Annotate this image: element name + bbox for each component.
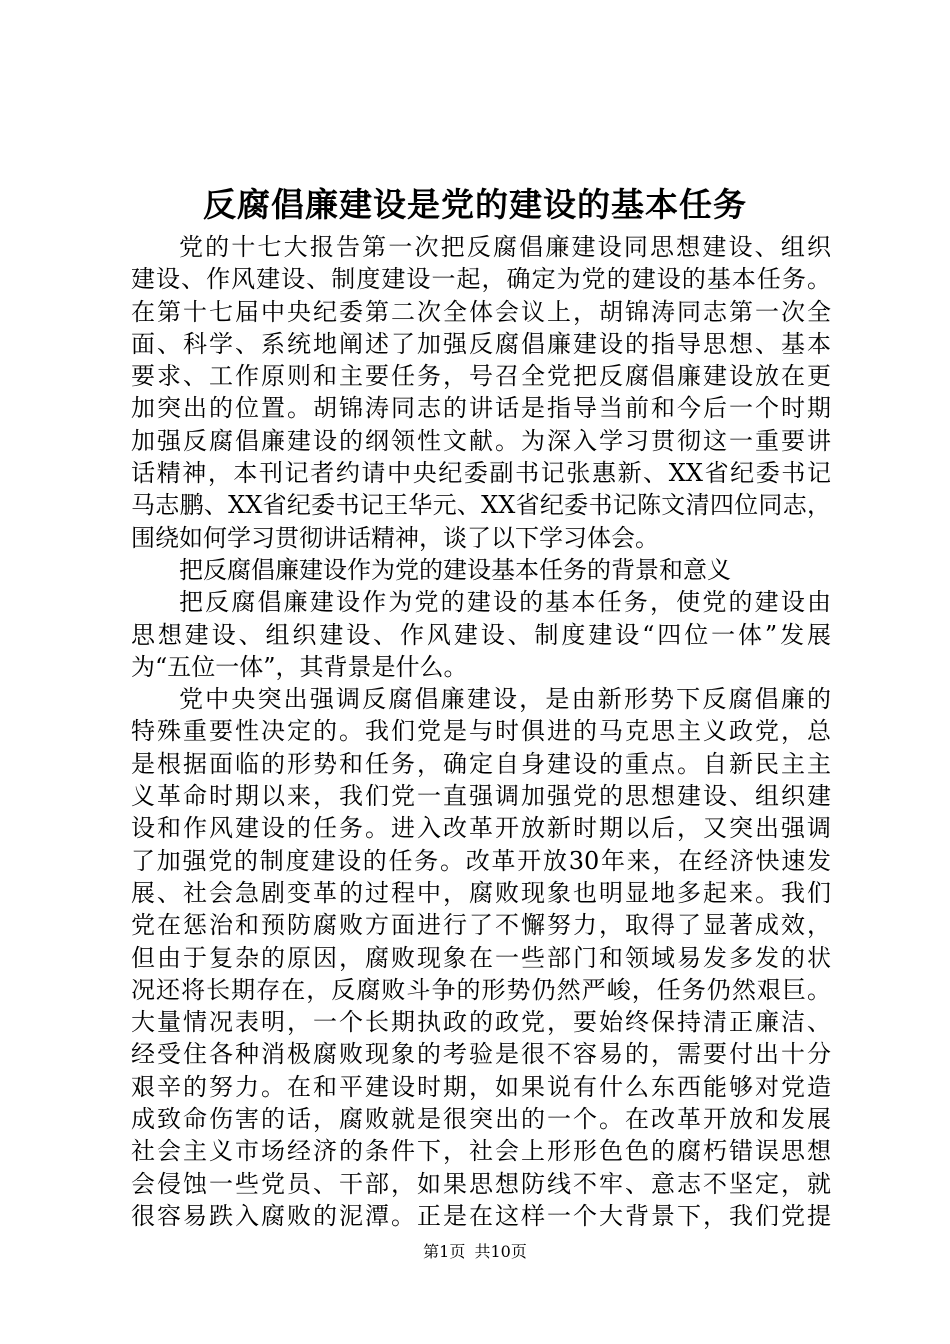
- section-heading: 把反腐倡廉建设作为党的建设基本任务的背景和意义: [179, 555, 731, 584]
- text-line: 加强反腐倡廉建设的纲领性文献。为深入学习贯彻这一重要讲: [131, 426, 831, 455]
- text-line: 况还将长期存在，反腐败斗争的形势仍然严峻，任务仍然艰巨。: [131, 975, 831, 1004]
- page-total: 共10页: [474, 1242, 527, 1261]
- text-line: 把反腐倡廉建设作为党的建设的基本任务，使党的建设由: [179, 588, 831, 617]
- text-line: 党中央突出强调反腐倡廉建设，是由新形势下反腐倡廉的: [179, 685, 831, 714]
- text-line: 设和作风建设的任务。进入改革开放新时期以后，又突出强调: [131, 814, 831, 843]
- text-line: 思想建设、组织建设、作风建设、制度建设“四位一体”发展: [131, 620, 831, 649]
- text-line: 加突出的位置。胡锦涛同志的讲话是指导当前和今后一个时期: [131, 394, 831, 423]
- text-line: 很容易跌入腐败的泥潭。正是在这样一个大背景下，我们党提: [131, 1201, 831, 1230]
- text-line: 马志鹏、XX省纪委书记王华元、XX省纪委书记陈文清四位同志，: [131, 491, 831, 520]
- text-line: 成致命伤害的话，腐败就是很突出的一个。在改革开放和发展: [131, 1105, 831, 1134]
- text-line: 展、社会急剧变革的过程中，腐败现象也明显地多起来。我们: [131, 878, 831, 907]
- text-line: 为“五位一体”，其背景是什么。: [131, 652, 468, 681]
- text-line: 特殊重要性决定的。我们党是与时俱进的马克思主义政党，总: [131, 717, 831, 746]
- text-line: 了加强党的制度建设的任务。改革开放30年来，在经济快速发: [131, 846, 831, 875]
- page-number: 第1页: [423, 1242, 466, 1261]
- text-line: 在第十七届中央纪委第二次全体会议上，胡锦涛同志第一次全: [131, 297, 831, 326]
- text-line: 大量情况表明，一个长期执政的政党，要始终保持清正廉洁、: [131, 1008, 831, 1037]
- text-line: 建设、作风建设、制度建设一起，确定为党的建设的基本任务。: [131, 265, 831, 294]
- text-line: 党在惩治和预防腐败方面进行了不懈努力，取得了显著成效，: [131, 911, 831, 940]
- text-line: 但由于复杂的原因，腐败现象在一些部门和领域易发多发的状: [131, 943, 831, 972]
- text-line: 话精神，本刊记者约请中央纪委副书记张惠新、XX省纪委书记: [131, 459, 831, 488]
- text-line: 党的十七大报告第一次把反腐倡廉建设同思想建设、组织: [179, 233, 831, 261]
- document-title: 反腐倡廉建设是党的建设的基本任务: [203, 185, 747, 224]
- text-line: 围绕如何学习贯彻讲话精神，谈了以下学习体会。: [131, 523, 659, 552]
- text-line: 要求、工作原则和主要任务，号召全党把反腐倡廉建设放在更: [131, 362, 831, 391]
- text-line: 义革命时期以来，我们党一直强调加强党的思想建设、组织建: [131, 782, 831, 811]
- text-line: 社会主义市场经济的条件下，社会上形形色色的腐朽错误思想: [131, 1137, 831, 1166]
- text-line: 面、科学、系统地阐述了加强反腐倡廉建设的指导思想、基本: [131, 329, 831, 358]
- text-line: 经受住各种消极腐败现象的考验是很不容易的，需要付出十分: [131, 1040, 831, 1069]
- text-line: 艰辛的努力。在和平建设时期，如果说有什么东西能够对党造: [131, 1072, 831, 1101]
- page-footer: [0, 1240, 950, 1264]
- document-body: [131, 231, 831, 1232]
- text-line: 会侵蚀一些党员、干部，如果思想防线不牢、意志不坚定，就: [131, 1169, 831, 1198]
- text-line: 是根据面临的形势和任务，确定自身建设的重点。自新民主主: [131, 749, 831, 778]
